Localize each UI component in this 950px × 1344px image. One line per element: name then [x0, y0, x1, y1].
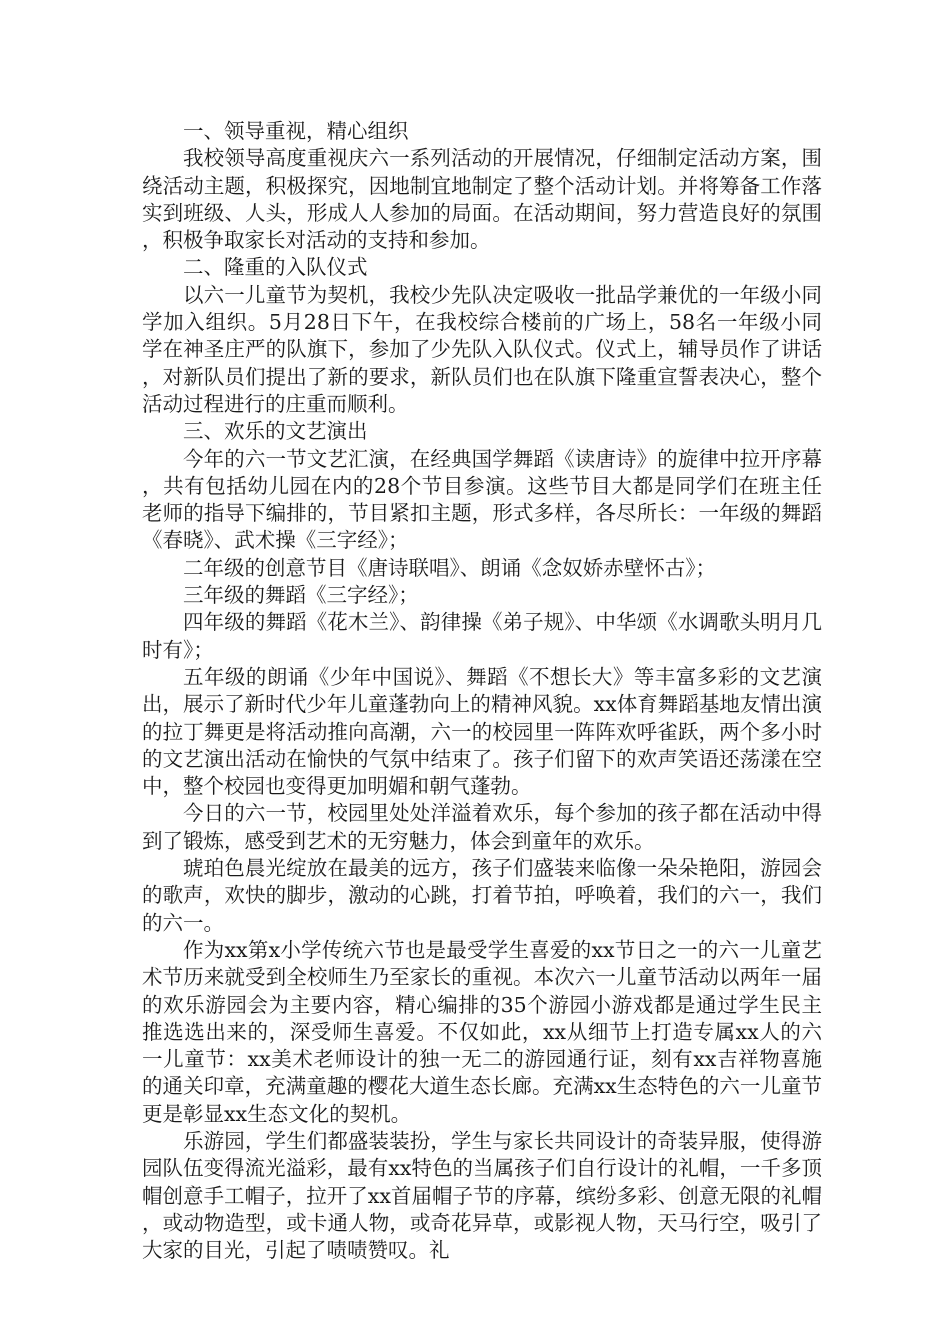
paragraph-amber-light: 琥珀色晨光绽放在最美的远方，孩子们盛装来临像一朵朵艳阳，游园会的歌声，欢快的脚步，激动的心跳，打着节拍，呼唤着，我们的六一，我们的六一。	[142, 856, 822, 935]
document-page	[142, 118, 822, 1264]
paragraph-grade-two: 二年级的创意节目《唐诗联唱》、朗诵《念奴娇赤壁怀古》；	[183, 555, 716, 580]
section-heading-leadership: 一、领导重视，精心组织	[183, 119, 409, 143]
paragraph-art-festival: 作为xx第x小学传统六节也是最受学生喜爱的xx节日之一的六一儿童艺术节历来就受到全校师生乃至家长的重视。本次六一儿童节活动以两年一届的欢乐游园会为主要内容，精心编排的35个游园小游戏都是通过学生民主推选选出来的，深受师生喜爱。不仅如此，xx从细节上打造专属xx人的六一儿童节：xx美术老师设计的独一无二的游园通行证，刻有xx吉祥物喜施的通关印章，充满童趣的樱花大道生态长廊。充满xx生态特色的六一儿童节更是彰显xx生态文化的契机。	[142, 937, 822, 1126]
paragraph-induction: 以六一儿童节为契机，我校少先队决定吸收一批品学兼优的一年级小同学加入组织。5月28日下午，在我校综合楼前的广场上，58名一年级小同学在神圣庄严的队旗下，参加了少先队入队仪式。仪式上，辅导员作了讲话，对新队员们提出了新的要求，新队员们也在队旗下隆重宣誓表决心，整个活动过程进行的庄重而顺利。	[142, 282, 822, 416]
paragraph-grade-four: 四年级的舞蹈《花木兰》、韵律操《弟子规》、中华颂《水调歌头明月几时有》；	[142, 610, 822, 662]
paragraph-grade-three: 三年级的舞蹈《三字经》；	[183, 583, 419, 608]
section-heading-induction: 二、隆重的入队仪式	[183, 255, 368, 280]
paragraph-performance-intro: 今年的六一节文艺汇演，在经典国学舞蹈《读唐诗》的旋律中拉开序幕，共有包括幼儿园在内的28个节目参演。这些节目大都是同学们在班主任老师的指导下编排的，节目紧扣主题，形式多样，各尽所长：一年级的舞蹈《春晓》、武术操《三字经》；	[142, 446, 822, 553]
paragraph-summary: 今日的六一节，校园里处处洋溢着欢乐，每个参加的孩子都在活动中得到了锻炼，感受到艺术的无穷魅力，体会到童年的欢乐。	[142, 801, 822, 853]
paragraph-garden-party: 乐游园，学生们都盛装装扮，学生与家长共同设计的奇装异服，使得游园队伍变得流光溢彩，最有xx特色的当属孩子们自行设计的礼帽，一千多顶帽创意手工帽子，拉开了xx首届帽子节的序幕，缤纷多彩、创意无限的礼帽，或动物造型，或卡通人物，或奇花异草，或影视人物，天马行空，吸引了大家的目光，引起了啧啧赞叹。礼	[142, 1128, 822, 1263]
paragraph-grade-five: 五年级的朗诵《少年中国说》、舞蹈《不想长大》等丰富多彩的文艺演出，展示了新时代少年儿童蓬勃向上的精神风貌。xx体育舞蹈基地友情出演的拉丁舞更是将活动推向高潮，六一的校园里一阵阵欢呼雀跃，两个多小时的文艺演出活动在愉快的气氛中结束了。孩子们留下的欢声笑语还荡漾在空中，整个校园也变得更加明媚和朝气蓬勃。	[142, 664, 822, 799]
paragraph-leadership: 我校领导高度重视庆六一系列活动的开展情况，仔细制定活动方案，围绕活动主题，积极探究，因地制宜地制定了整个活动计划。并将筹备工作落实到班级、人头，形成人人参加的局面。在活动期间，努力营造良好的氛围，积极争取家长对活动的支持和参加。	[142, 146, 822, 253]
section-heading-performance: 三、欢乐的文艺演出	[183, 419, 368, 444]
